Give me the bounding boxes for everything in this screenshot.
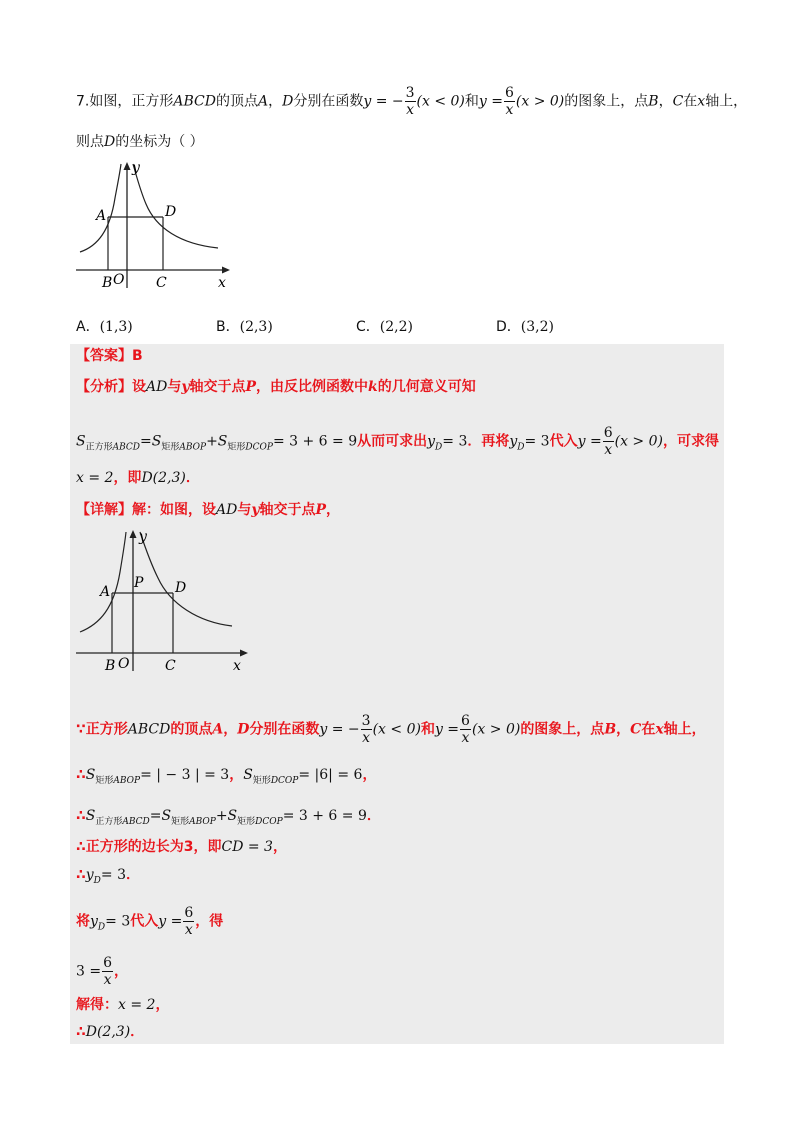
- label-y: y: [139, 529, 147, 545]
- question-line-2: 则点D的坐标为（ ）: [76, 134, 204, 150]
- label-B: B: [105, 658, 116, 674]
- step-3: $\therefore S_{正方形ABCD}=S_{矩形ABOP}+S_{矩形DCOP}= 3 + 6 = 9$．: [76, 808, 381, 827]
- fraction-6-over-x: $\frac{6}{x}$: [603, 425, 613, 458]
- label-C: C: [165, 658, 176, 674]
- label-D: D: [175, 580, 187, 596]
- label-A: A: [100, 584, 111, 600]
- label-x: x: [218, 275, 226, 291]
- curve-left: [80, 532, 126, 632]
- fraction-3-over-x: $\frac{3}{x}$: [405, 85, 415, 118]
- fraction-6-over-x: $\frac{6}{x}$: [504, 85, 514, 118]
- analysis-line-1: 【分析】设AD与y轴交于点P，由反比例函数中k的几何意义可知: [76, 379, 476, 395]
- step-1: ∵正方形ABCD的顶点A，D分别在函数y = − $\frac{3}{x}$ (x < 0)和y = $\frac{6}{x}$ (x > 0)的图象上，点B，C在x轴上，: [76, 713, 706, 746]
- label-O: O: [118, 656, 130, 672]
- step-7: 3 = $\frac{6}{x}$ ，: [76, 955, 129, 988]
- fraction-6-over-x: $\frac{6}{x}$: [184, 905, 194, 938]
- y-axis-arrow: [130, 530, 137, 538]
- step-9: ∴D(2,3)．: [76, 1024, 145, 1040]
- detail-line: 【详解】解：如图，设AD与y轴交于点P，: [76, 502, 341, 518]
- fraction-3-over-x: $\frac{3}{x}$: [361, 713, 371, 746]
- label-D: D: [165, 204, 177, 220]
- label-C: C: [156, 275, 167, 291]
- step-4: ∴正方形的边长为3，即CD = 3，: [76, 839, 287, 855]
- question-line-1: 7.如图，正方形ABCD的顶点A，D分别在函数y = − $\frac{3}{x}$ (x < 0)和y = $\frac{6}{x}$ (x > 0)的图象上，点B，C在x轴上，: [76, 85, 748, 118]
- figure-2-graph: [70, 526, 260, 676]
- label-O: O: [113, 272, 125, 288]
- x-axis-arrow: [222, 267, 230, 274]
- label-x: x: [233, 658, 241, 674]
- fraction-6-over-x: $\frac{6}{x}$: [461, 713, 470, 746]
- option-b[interactable]: B．(2,3): [216, 319, 273, 335]
- label-P: P: [134, 575, 144, 591]
- option-a[interactable]: A．(1,3): [76, 319, 133, 335]
- option-c[interactable]: C．(2,2): [356, 319, 413, 335]
- option-d[interactable]: D．(3,2): [496, 319, 554, 335]
- analysis-line-2: $S_{正方形ABCD}=S_{矩形ABOP}+S_{矩形DCOP}= 3 + 6 = 9$从而可求出$y_D= 3$．再将$y_D= 3$代入y = $\frac{6}{x}$ (x > 0)，可求得: [76, 425, 719, 458]
- label-B: B: [102, 275, 113, 291]
- step-2: $\therefore S_{矩形ABOP}=$ | − 3 | = 3，$S_{矩形DCOP}= |6| = 6$，: [76, 767, 377, 786]
- step-6: 将$y_D= 3$代入y = $\frac{6}{x}$ ，得: [76, 905, 224, 938]
- x-axis-arrow: [240, 650, 248, 657]
- label-y: y: [132, 160, 140, 176]
- analysis-line-3: x = 2，即D(2,3)．: [76, 470, 200, 486]
- step-8: 解得：x = 2，: [76, 997, 170, 1013]
- y-axis-arrow: [124, 162, 131, 170]
- fraction-6-over-x: $\frac{6}{x}$: [103, 955, 113, 988]
- curve-right: [140, 532, 232, 626]
- answer-line: 【答案】B: [76, 348, 143, 364]
- figure-1-graph: [70, 158, 240, 294]
- step-5: $\therefore y_D= 3$．: [76, 867, 140, 886]
- label-A: A: [96, 208, 107, 224]
